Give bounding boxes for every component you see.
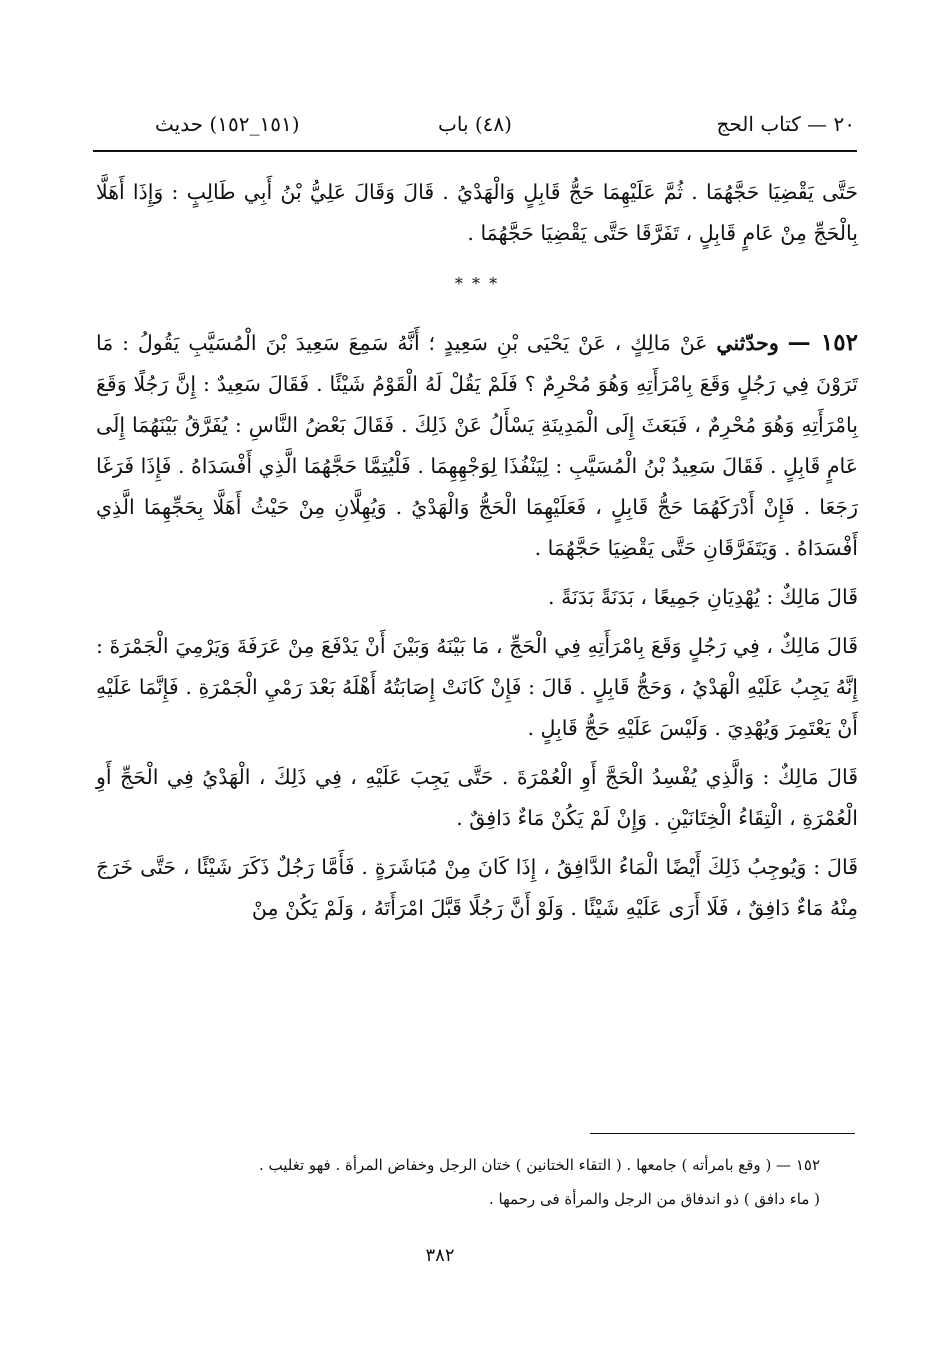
header-hadith-range: (١٥١_١٥٢) حديث bbox=[155, 112, 300, 136]
hadith-152-paragraph bbox=[96, 322, 858, 569]
section-separator-stars: * * * bbox=[454, 274, 500, 293]
header-divider bbox=[93, 150, 857, 152]
paragraph-continuation: حَتَّى يَقْضِيَا حَجَّهُمَا . ثُمَّ عَلَيْهِمَا حَجُّ قَابِلٍ وَالْهَدْيُ . قَالَ وَقَالَ عَلِيُّ بْنُ أَبِي طَالِبٍ : وَإِذَا أَهَلَّا بِالْحَجِّ مِنْ عَامٍ قَابِلٍ ، تَفَرَّقَا حَتَّى يَقْضِيَا حَجَّهُمَا . bbox=[96, 180, 858, 245]
header-book-title: ٢٠ — كتاب الحج bbox=[716, 112, 855, 136]
footnotes bbox=[120, 1148, 820, 1216]
running-header bbox=[95, 112, 855, 146]
hadith-lead-word: وحدّثني bbox=[716, 331, 779, 355]
hadith-text: عَنْ مَالِكٍ ، عَنْ يَحْيَى بْنِ سَعِيدٍ ؛ أَنَّهُ سَمِعَ سَعِيدَ بْنَ الْمُسَيَّبِ يَقُولُ : مَا تَرَوْنَ فِي رَجُلٍ وَقَعَ بِامْرَأَتِهِ وَهُوَ مُحْرِمٌ ؟ فَلَمْ يَقُلْ لَهُ الْقَوْمُ شَيْئًا . فَقَالَ سَعِيدٌ : إِنَّ رَجُلًا وَقَعَ بِامْرَأَتِهِ وَهُوَ مُحْرِمٌ ، فَبَعَثَ إِلَى الْمَدِينَةِ يَسْأَلُ عَنْ ذَلِكَ . فَقَالَ بَعْضُ النَّاسِ : يُفَرَّقُ بَيْنَهُمَا إِلَى عَامٍ قَابِلٍ . فَقَالَ سَعِيدُ بْنُ الْمُسَيَّبِ : لِيَنْفُذَا لِوَجْهِهِمَا . فَلْيُتِمَّا حَجَّهُمَا الَّذِي أَفْسَدَاهُ . فَإِذَا فَرَغَا رَجَعَا . فَإِنْ أَدْرَكَهُمَا حَجُّ قَابِلٍ ، فَعَلَيْهِمَا الْحَجُّ وَالْهَدْيُ . وَيُهِلَّانِ مِنْ حَيْثُ أَهَلَّا بِحَجِّهِمَا الَّذِي أَفْسَدَاهُ . وَيَتَفَرَّقَانِ حَتَّى يَقْضِيَا حَجَّهُمَا . bbox=[96, 331, 858, 560]
footnote-line-2: ( ماء دافق ) ذو اندفاق من الرجل والمرأة فى رحمها . bbox=[488, 1190, 820, 1208]
main-text bbox=[96, 172, 858, 929]
footnote-line-1: ١٥٢ — ( وقع بامرأته ) جامعها . ( التقاء الختانين ) ختان الرجل وخفاض المرأة . فهو تغليب . bbox=[258, 1156, 820, 1174]
malik-ruling-4: قَالَ : وَيُوجِبُ ذَلِكَ أَيْضًا الْمَاءُ الدَّافِقُ ، إِذَا كَانَ مِنْ مُبَاشَرَةٍ . فَأَمَّا رَجُلٌ ذَكَرَ شَيْئًا ، حَتَّى خَرَجَ مِنْهُ مَاءٌ دَافِقٌ ، فَلَا أَرَى عَلَيْهِ شَيْئًا . وَلَوْ أَنَّ رَجُلًا قَبَّلَ امْرَأَتَهُ ، وَلَمْ يَكُنْ مِنْ bbox=[96, 855, 858, 920]
malik-ruling-2: قَالَ مَالِكٌ ، فِي رَجُلٍ وَقَعَ بِامْرَأَتِهِ فِي الْحَجِّ ، مَا بَيْنَهُ وَبَيْنَ أَنْ يَدْفَعَ مِنْ عَرَفَةَ وَيَرْمِيَ الْجَمْرَةَ : إِنَّهُ يَجِبُ عَلَيْهِ الْهَدْيُ ، وَحَجُّ قَابِلٍ . قَالَ : فَإِنْ كَانَتْ إِصَابَتُهُ أَهْلَهُ بَعْدَ رَمْيِ الْجَمْرَةِ . فَإِنَّمَا عَلَيْهِ أَنْ يَعْتَمِرَ وَيُهْدِيَ . وَلَيْسَ عَلَيْهِ حَجُّ قَابِلٍ . bbox=[96, 634, 859, 740]
header-chapter: (٤٨) باب bbox=[438, 112, 512, 136]
footnote-divider bbox=[590, 1133, 855, 1134]
page-number: ٣٨٢ bbox=[425, 1245, 455, 1266]
malik-ruling-1: قَالَ مَالِكٌ : يُهْدِيَانِ جَمِيعًا ، بَدَنَةً بَدَنَةً . bbox=[548, 585, 858, 609]
malik-ruling-3: قَالَ مَالِكٌ : وَالَّذِي يُفْسِدُ الْحَجَّ أَوِ الْعُمْرَةَ . حَتَّى يَجِبَ عَلَيْهِ ، فِي ذَلِكَ ، الْهَدْيُ فِي الْحَجِّ أَوِ الْعُمْرَةِ ، الْتِقَاءُ الْخِتَانَيْنِ . وَإِنْ لَمْ يَكُنْ مَاءٌ دَافِقٌ . bbox=[96, 765, 858, 830]
hadith-number: ١٥٢ — bbox=[787, 329, 858, 356]
